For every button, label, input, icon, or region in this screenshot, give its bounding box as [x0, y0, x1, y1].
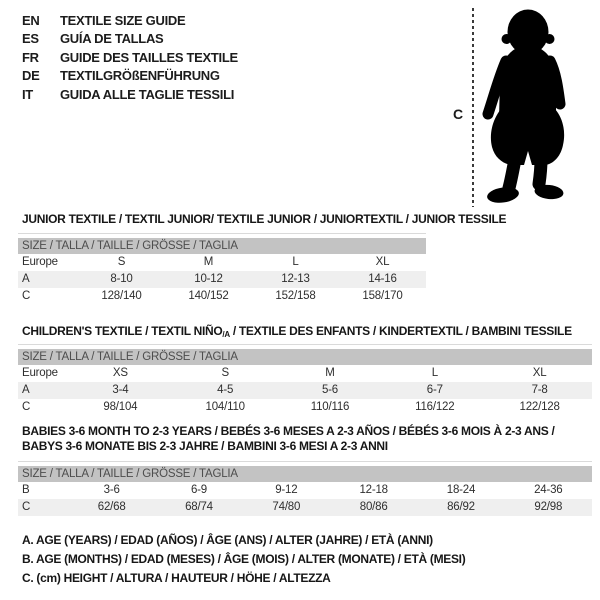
table-cell: M: [325, 367, 335, 379]
table-cell: 80/86: [359, 501, 388, 513]
table-cell: 12-18: [359, 484, 388, 496]
row-label: Europe: [22, 256, 58, 268]
table-cell: 140/152: [188, 290, 229, 302]
footnotes: [22, 531, 465, 588]
table-cell: 8-10: [110, 273, 133, 285]
language-title: TEXTILGRÖßENFÜHRUNG: [60, 68, 220, 84]
table-cell: 62/68: [97, 501, 126, 513]
table-row: [18, 482, 592, 499]
baby-silhouette-icon: [479, 1, 591, 207]
language-code: FR: [22, 49, 39, 65]
row-label: A: [22, 273, 30, 285]
table-cell: M: [203, 256, 214, 268]
row-label: C: [22, 290, 31, 302]
language-list: [22, 11, 238, 104]
size-header-bar: SIZE / TALLA / TAILLE / GRÖSSE / TAGLIA: [18, 466, 592, 482]
language-row: [22, 85, 238, 104]
table-cell: 3-6: [103, 484, 120, 496]
table-cell: 7-8: [531, 384, 548, 396]
size-header-bar: SIZE / TALLA / TAILLE / GRÖSSE / TAGLIA: [18, 349, 592, 365]
table-cell: 104/110: [205, 401, 245, 413]
junior-table-body: [18, 254, 426, 305]
height-measure-line: [472, 8, 474, 207]
table-cell: XS: [112, 367, 128, 379]
height-label-c: C: [453, 106, 463, 122]
junior-table-title: JUNIOR TEXTILE / TEXTIL JUNIOR/ TEXTILE JUNIOR / JUNIORTEXTIL / JUNIOR TESSILE: [22, 212, 507, 226]
language-code: IT: [22, 86, 33, 102]
table-cell: 152/158: [275, 290, 316, 302]
table-cell: XL: [532, 367, 547, 379]
table-cell: S: [221, 367, 229, 379]
children-table-title: [22, 324, 572, 340]
table-cell: 74/80: [272, 501, 301, 513]
row-label: C: [22, 401, 31, 413]
babies-table-title: [22, 424, 554, 454]
babies-title-line1: BABIES 3-6 MONTH TO 2-3 YEARS / BEBÉS 3-6 MESES A 2-3 AÑOS / BÉBÉS 3-6 MOIS À 2-3 ANS /: [22, 424, 555, 438]
footnote-a: A. AGE (YEARS) / EDAD (AÑOS) / ÂGE (ANS) / ALTER (JAHRE) / ETÀ (ANNI): [22, 533, 433, 547]
children-title-subscript: /A: [222, 330, 230, 339]
babies-table-body: [18, 482, 592, 516]
table-cell: 122/128: [519, 401, 560, 413]
table-cell: 24-36: [534, 484, 563, 496]
table-cell: 12-13: [281, 273, 310, 285]
table-cell: 10-12: [194, 273, 223, 285]
baby-leg-right: [539, 159, 541, 184]
language-title: GUIDA ALLE TAGLIE TESSILI: [60, 86, 235, 102]
language-row: [22, 48, 238, 67]
footnote-b: B. AGE (MONTHS) / EDAD (MESES) / ÂGE (MOIS) / ALTER (MONATE) / ETÀ (MESI): [22, 552, 466, 566]
table-row: [18, 399, 592, 416]
table-cell: 14-16: [368, 273, 397, 285]
children-title-post: / TEXTILE DES ENFANTS / KINDERTEXTIL / BAMBINI TESSILE: [229, 324, 572, 338]
language-row: [22, 11, 238, 30]
table-cell: 128/140: [101, 290, 142, 302]
language-code: ES: [22, 31, 39, 47]
table-row: [18, 254, 426, 271]
table-top-rule: [18, 461, 592, 462]
table-top-rule: [18, 233, 426, 234]
table-cell: L: [431, 367, 438, 379]
row-label: C: [22, 501, 31, 513]
table-cell: 6-9: [190, 484, 207, 496]
table-cell: 116/122: [415, 401, 455, 413]
language-title: TEXTILE SIZE GUIDE: [60, 12, 186, 28]
table-cell: L: [292, 256, 299, 268]
babies-title-line2: BABYS 3-6 MONATE BIS 2-3 JAHRE / BAMBINI 3-6 MESI A 2-3 ANNI: [22, 439, 388, 453]
table-cell: 5-6: [321, 384, 338, 396]
table-cell: 4-5: [217, 384, 234, 396]
table-cell: S: [117, 256, 126, 268]
table-cell: 86/92: [447, 501, 475, 513]
babies-size-table: [18, 461, 592, 516]
row-label: A: [22, 384, 30, 396]
footnote-c: C. (cm) HEIGHT / ALTURA / HAUTEUR / HÖHE / ALTEZZA: [22, 571, 331, 585]
table-cell: 6-7: [426, 384, 443, 396]
baby-shorts: [491, 109, 564, 165]
children-size-table: [18, 344, 592, 416]
table-row: [18, 499, 592, 516]
row-label: Europe: [22, 367, 58, 379]
table-cell: 98/104: [103, 401, 138, 413]
table-top-rule: [18, 344, 592, 345]
children-table-body: [18, 365, 592, 416]
table-row: [18, 271, 426, 288]
table-cell: 92/98: [534, 501, 563, 513]
table-row: [18, 288, 426, 305]
language-title: GUÍA DE TALLAS: [60, 31, 164, 47]
language-code: DE: [22, 68, 40, 84]
children-title-pre: CHILDREN'S TEXTILE / TEXTIL NIÑO: [22, 324, 223, 338]
language-title: GUIDE DES TAILLES TEXTILE: [60, 49, 238, 65]
table-row: [18, 382, 592, 399]
table-cell: 110/116: [310, 401, 350, 413]
baby-leg-left: [509, 159, 515, 188]
language-row: [22, 67, 238, 86]
row-label: B: [22, 484, 30, 496]
language-row: [22, 30, 238, 49]
junior-size-table: [18, 233, 426, 305]
table-cell: 18-24: [446, 484, 476, 496]
table-cell: 3-4: [112, 384, 129, 396]
table-cell: 158/170: [362, 290, 403, 302]
table-cell: XL: [375, 256, 390, 268]
table-row: [18, 365, 592, 382]
language-code: EN: [22, 12, 40, 28]
size-header-bar: SIZE / TALLA / TAILLE / GRÖSSE / TAGLIA: [18, 238, 426, 254]
table-cell: 9-12: [275, 484, 298, 496]
table-cell: 68/74: [185, 501, 213, 513]
